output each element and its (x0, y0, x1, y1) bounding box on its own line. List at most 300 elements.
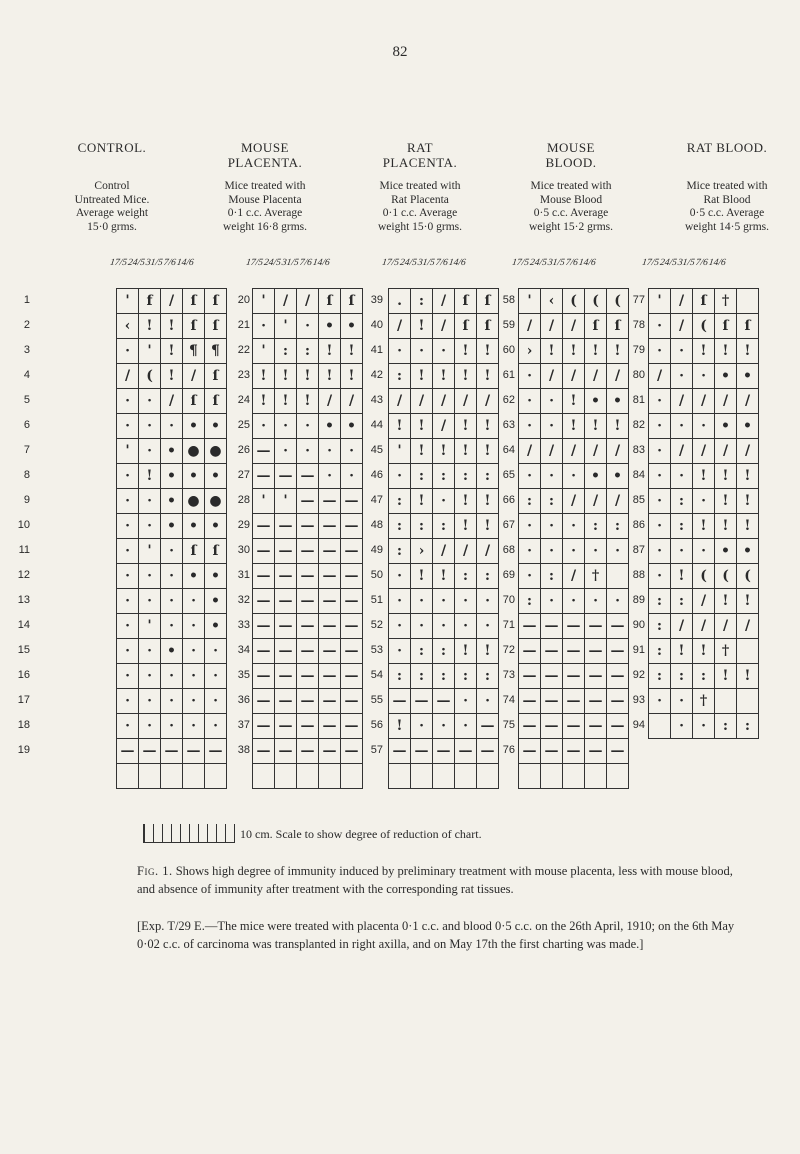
tumour-size-cell (411, 764, 433, 789)
tumour-size-cell: · (671, 539, 693, 564)
table-row (389, 664, 499, 689)
tumour-size-cell: : (275, 339, 297, 364)
tumour-size-cell: · (519, 564, 541, 589)
tumour-size-cell: / (389, 389, 411, 414)
tumour-size-cell: ! (433, 564, 455, 589)
tumour-size-cell: ſ (183, 314, 205, 339)
tumour-size-cell: · (139, 589, 161, 614)
tumour-size-cell: ' (139, 339, 161, 364)
table-row (253, 439, 363, 464)
tumour-size-cell: — (117, 739, 139, 764)
table-row (117, 589, 227, 614)
tumour-size-cell: · (183, 714, 205, 739)
scale-caption: 10 cm. Scale to show degree of reduction of chart. (240, 827, 482, 841)
table-row (519, 614, 629, 639)
column-title-line: PLACENTA. (227, 155, 303, 170)
tumour-size-cell: ſ (205, 389, 227, 414)
tumour-size-cell: ! (297, 364, 319, 389)
tumour-size-cell: · (139, 389, 161, 414)
table-row (389, 689, 499, 714)
tumour-size-cell: · (319, 439, 341, 464)
tumour-size-cell: : (389, 514, 411, 539)
tumour-size-cell: • (585, 464, 607, 489)
tumour-size-cell: · (541, 464, 563, 489)
tumour-size-cell: : (389, 664, 411, 689)
mouse-number: 40 (370, 319, 383, 331)
tumour-size-cell: : (585, 514, 607, 539)
tumour-size-cell: ! (389, 414, 411, 439)
tumour-size-cell: — (477, 739, 499, 764)
tumour-size-cell: · (183, 689, 205, 714)
tumour-size-cell: ! (737, 339, 759, 364)
mouse-number: 93 (632, 694, 645, 706)
tumour-size-cell: — (563, 664, 585, 689)
tumour-size-cell: / (671, 289, 693, 314)
table-row (117, 614, 227, 639)
table-row (649, 489, 759, 514)
tumour-size-cell (389, 764, 411, 789)
table-row (389, 514, 499, 539)
tumour-size-cell: — (319, 739, 341, 764)
mouse-number: 63 (502, 419, 515, 431)
table-row (117, 664, 227, 689)
column-description-line: Mice treated with (686, 180, 768, 192)
tumour-size-cell: · (671, 714, 693, 739)
chart-date: 7/6 (434, 258, 449, 268)
table-row (649, 414, 759, 439)
tumour-size-cell: — (275, 514, 297, 539)
tumour-size-cell: · (411, 339, 433, 364)
tumour-size-cell: · (117, 514, 139, 539)
tumour-size-cell: · (319, 464, 341, 489)
tumour-size-cell: — (341, 639, 363, 664)
page-number: 82 (392, 44, 408, 60)
tumour-size-cell: · (519, 464, 541, 489)
tumour-size-cell (519, 764, 541, 789)
tumour-size-cell: · (433, 614, 455, 639)
tumour-size-cell: : (649, 639, 671, 664)
tumour-size-cell: / (563, 439, 585, 464)
tumour-size-cell: ' (275, 314, 297, 339)
tumour-size-cell: • (183, 414, 205, 439)
tumour-size-cell: / (455, 539, 477, 564)
tumour-size-cell: / (671, 389, 693, 414)
mouse-number: 1 (23, 294, 30, 306)
tumour-size-cell: · (649, 314, 671, 339)
tumour-size-cell: / (433, 539, 455, 564)
tumour-size-cell (563, 764, 585, 789)
tumour-size-cell: — (433, 739, 455, 764)
tumour-size-cell: — (297, 664, 319, 689)
mouse-number: 80 (632, 369, 645, 381)
tumour-size-cell: — (275, 614, 297, 639)
mouse-number: 31 (237, 569, 250, 581)
chart-date-header (641, 258, 727, 268)
tumour-size-cell: ' (139, 614, 161, 639)
table-row (389, 714, 499, 739)
tumour-size-cell: · (253, 414, 275, 439)
column-heading (345, 140, 495, 234)
column-title (37, 140, 187, 155)
tumour-chart-table (648, 288, 759, 739)
tumour-size-cell: ● (183, 489, 205, 514)
tumour-size-cell: ! (693, 639, 715, 664)
mouse-number: 62 (502, 394, 515, 406)
mouse-number: 19 (17, 744, 30, 756)
table-row (519, 314, 629, 339)
tumour-size-cell: — (341, 564, 363, 589)
tumour-size-cell: • (183, 514, 205, 539)
tumour-size-cell: · (607, 589, 629, 614)
tumour-size-cell: · (161, 714, 183, 739)
tumour-size-cell (541, 764, 563, 789)
tumour-size-cell: — (477, 714, 499, 739)
tumour-size-cell: ſ (205, 364, 227, 389)
column-title-line: BLOOD. (545, 155, 597, 170)
tumour-size-cell (183, 764, 205, 789)
mouse-number: 65 (502, 469, 515, 481)
tumour-size-cell: · (649, 564, 671, 589)
tumour-size-cell: / (563, 314, 585, 339)
chart-date: 24/5 (659, 258, 678, 268)
tumour-chart-table (388, 288, 499, 789)
table-row (519, 589, 629, 614)
table-row (519, 514, 629, 539)
mouse-number: 7 (23, 444, 30, 456)
tumour-size-cell (433, 764, 455, 789)
tumour-size-cell: — (319, 639, 341, 664)
tumour-size-cell: / (433, 289, 455, 314)
mouse-number: 12 (17, 569, 30, 581)
tumour-size-cell: ! (477, 639, 499, 664)
tumour-size-cell: · (541, 389, 563, 414)
tumour-size-cell: ! (693, 339, 715, 364)
mouse-number: 23 (237, 369, 250, 381)
tumour-size-cell: ſ (693, 289, 715, 314)
tumour-size-cell: · (563, 464, 585, 489)
tumour-size-cell: — (319, 539, 341, 564)
tumour-size-cell (297, 764, 319, 789)
column-description (190, 180, 340, 234)
tumour-size-cell: ● (183, 439, 205, 464)
mouse-number: 24 (237, 394, 250, 406)
column-description (37, 180, 187, 234)
tumour-size-cell: — (341, 514, 363, 539)
tumour-size-cell: — (563, 739, 585, 764)
column-heading (652, 140, 800, 234)
table-row (519, 364, 629, 389)
tumour-size-cell: : (715, 714, 737, 739)
chart-date: 31/5 (417, 258, 436, 268)
tumour-size-cell: — (585, 714, 607, 739)
tumour-size-cell (477, 764, 499, 789)
tumour-size-cell: · (183, 664, 205, 689)
table-row (519, 489, 629, 514)
tumour-size-cell: · (341, 464, 363, 489)
tumour-size-cell: · (519, 389, 541, 414)
table-row (519, 764, 629, 789)
mouse-number: 76 (502, 744, 515, 756)
tumour-size-cell (737, 689, 759, 714)
tumour-size-cell: ‹ (117, 314, 139, 339)
tumour-size-cell: ! (389, 714, 411, 739)
tumour-size-cell: ( (693, 314, 715, 339)
tumour-size-cell: : (737, 714, 759, 739)
mouse-number: 94 (632, 719, 645, 731)
tumour-size-cell: — (585, 689, 607, 714)
table-row (649, 539, 759, 564)
tumour-size-cell: ! (297, 389, 319, 414)
tumour-size-cell: — (319, 564, 341, 589)
tumour-size-cell: ! (319, 339, 341, 364)
mouse-number: 30 (237, 544, 250, 556)
column-title (345, 140, 495, 170)
tumour-size-cell: • (205, 514, 227, 539)
mouse-number: 57 (370, 744, 383, 756)
column-title-line: MOUSE (546, 140, 595, 155)
table-row (649, 514, 759, 539)
tumour-size-cell: — (253, 714, 275, 739)
mouse-number: 73 (502, 669, 515, 681)
tumour-size-cell: — (253, 689, 275, 714)
tumour-size-cell: — (297, 464, 319, 489)
tumour-size-cell: · (389, 564, 411, 589)
column-description-line: Rat Blood (703, 193, 751, 206)
mouse-number: 21 (237, 319, 250, 331)
tumour-size-cell: — (253, 564, 275, 589)
tumour-size-cell: † (715, 289, 737, 314)
tumour-size-cell: ſ (607, 314, 629, 339)
table-row (253, 389, 363, 414)
table-row (253, 339, 363, 364)
table-row (649, 389, 759, 414)
tumour-size-cell: ! (139, 314, 161, 339)
mouse-number: 50 (370, 569, 383, 581)
tumour-size-cell: : (607, 514, 629, 539)
tumour-size-cell: — (607, 739, 629, 764)
tumour-size-cell: ( (563, 289, 585, 314)
table-row (117, 289, 227, 314)
figure-label: Fig. 1. (137, 864, 173, 878)
tumour-size-cell: ! (433, 439, 455, 464)
tumour-size-cell: · (671, 689, 693, 714)
table-row (389, 439, 499, 464)
tumour-size-cell: ! (477, 339, 499, 364)
column-description-line: weight 15·0 grms. (377, 220, 462, 233)
table-row (519, 414, 629, 439)
table-row (389, 564, 499, 589)
tumour-size-cell: — (319, 689, 341, 714)
tumour-size-cell: ſ (183, 539, 205, 564)
table-row (389, 589, 499, 614)
mouse-number: 26 (237, 444, 250, 456)
table-row (117, 714, 227, 739)
mouse-number: 29 (237, 519, 250, 531)
tumour-size-cell: · (139, 564, 161, 589)
tumour-size-cell: : (389, 539, 411, 564)
tumour-size-cell: — (607, 664, 629, 689)
tumour-size-cell: / (671, 314, 693, 339)
tumour-size-cell: • (205, 564, 227, 589)
tumour-size-cell: · (585, 539, 607, 564)
tumour-size-cell: ! (715, 589, 737, 614)
mouse-number: 25 (237, 419, 250, 431)
tumour-size-cell: • (607, 389, 629, 414)
tumour-size-cell: • (161, 439, 183, 464)
tumour-size-cell: / (563, 364, 585, 389)
mouse-number: 53 (370, 644, 383, 656)
table-row (253, 314, 363, 339)
tumour-size-cell: · (161, 414, 183, 439)
tumour-size-cell: • (319, 414, 341, 439)
tumour-size-cell: — (341, 664, 363, 689)
table-row (117, 514, 227, 539)
tumour-size-cell (649, 714, 671, 739)
table-row (117, 414, 227, 439)
table-row (389, 339, 499, 364)
tumour-size-cell: — (341, 589, 363, 614)
tumour-size-cell: — (411, 739, 433, 764)
tumour-size-cell: — (563, 639, 585, 664)
tumour-size-cell: · (139, 414, 161, 439)
tumour-size-cell: ! (715, 664, 737, 689)
tumour-size-cell: · (693, 414, 715, 439)
column-title-line: RAT BLOOD. (686, 140, 768, 155)
tumour-size-cell: ! (433, 364, 455, 389)
tumour-size-cell: ! (411, 439, 433, 464)
tumour-size-cell: · (117, 339, 139, 364)
tumour-size-cell: ſ (205, 539, 227, 564)
figure-caption-text: Shows high degree of immunity induced by preliminary treatment with mouse placenta, less with mouse blood, and absence of immunity after treatment with the corresponding rat tissues. (137, 864, 733, 896)
tumour-size-cell: — (275, 664, 297, 689)
table-row (649, 689, 759, 714)
tumour-size-cell: — (297, 739, 319, 764)
tumour-size-cell: · (563, 514, 585, 539)
tumour-size-cell: : (455, 464, 477, 489)
tumour-size-cell: ( (715, 564, 737, 589)
mouse-number: 92 (632, 669, 645, 681)
table-row (649, 439, 759, 464)
mouse-number: 85 (632, 494, 645, 506)
tumour-size-cell: — (319, 614, 341, 639)
tumour-size-cell: — (297, 614, 319, 639)
tumour-size-cell: · (117, 714, 139, 739)
tumour-size-cell: — (541, 614, 563, 639)
mouse-number: 69 (502, 569, 515, 581)
table-row (253, 714, 363, 739)
column-description (652, 180, 800, 234)
column-description-line: weight 15·2 grms. (528, 220, 613, 233)
mouse-number: 38 (237, 744, 250, 756)
tumour-size-cell: — (275, 564, 297, 589)
tumour-size-cell: · (649, 439, 671, 464)
tumour-size-cell: / (671, 439, 693, 464)
tumour-size-cell: · (297, 439, 319, 464)
table-row (519, 739, 629, 764)
tumour-size-cell: ‹ (541, 289, 563, 314)
tumour-size-cell: ! (737, 464, 759, 489)
tumour-size-cell: / (563, 564, 585, 589)
tumour-size-cell: / (455, 389, 477, 414)
tumour-size-cell: — (253, 614, 275, 639)
tumour-size-cell: ! (455, 639, 477, 664)
tumour-size-cell: ſ (183, 389, 205, 414)
tumour-size-cell: ' (649, 289, 671, 314)
tumour-size-cell: ! (455, 339, 477, 364)
mouse-number: 13 (17, 594, 30, 606)
table-row (519, 564, 629, 589)
tumour-size-cell: · (117, 689, 139, 714)
mouse-number: 2 (23, 319, 30, 331)
table-row (519, 339, 629, 364)
chart-date-header (381, 258, 467, 268)
mouse-number: 46 (370, 469, 383, 481)
tumour-size-cell: — (253, 664, 275, 689)
experiment-note: [Exp. T/29 E.—The mice were treated with placenta 0·1 c.c. and blood 0·5 c.c. on the 26th April, 1910; on the 6th May 0·02 c.c. of carcinoma was transplanted in right axilla, and on May 17th the first charting was made.] (137, 919, 735, 951)
tumour-size-cell: : (541, 564, 563, 589)
mouse-number: 64 (502, 444, 515, 456)
table-row (117, 339, 227, 364)
tumour-size-cell: / (411, 389, 433, 414)
tumour-size-cell: · (117, 389, 139, 414)
tumour-size-cell (161, 764, 183, 789)
tumour-size-cell: ! (715, 489, 737, 514)
tumour-size-cell: ! (411, 489, 433, 514)
mouse-number: 71 (502, 619, 515, 631)
tumour-size-cell: — (541, 739, 563, 764)
tumour-size-cell: · (411, 614, 433, 639)
chart-date: 17/5 (245, 258, 264, 268)
column-description-line: Rat Placenta (391, 193, 449, 206)
tumour-size-cell: / (183, 364, 205, 389)
tumour-size-cell: ſ (585, 314, 607, 339)
chart-date: 14/6 (578, 258, 597, 268)
tumour-size-cell: — (519, 689, 541, 714)
tumour-size-cell: — (183, 739, 205, 764)
tumour-size-cell: · (161, 614, 183, 639)
tumour-size-cell: ! (607, 414, 629, 439)
table-row (649, 289, 759, 314)
tumour-size-cell: · (117, 639, 139, 664)
mouse-number: 84 (632, 469, 645, 481)
tumour-size-cell: ſ (205, 314, 227, 339)
tumour-size-cell: · (585, 589, 607, 614)
tumour-size-cell: ! (455, 489, 477, 514)
tumour-size-cell: — (297, 714, 319, 739)
tumour-size-cell: / (715, 439, 737, 464)
column-heading (496, 140, 646, 234)
tumour-size-cell: › (411, 539, 433, 564)
mouse-number: 20 (237, 294, 250, 306)
table-row (649, 614, 759, 639)
tumour-size-cell: · (455, 689, 477, 714)
tumour-size-cell: · (275, 414, 297, 439)
chart-date: 31/5 (281, 258, 300, 268)
tumour-size-cell: — (607, 639, 629, 664)
table-row (519, 289, 629, 314)
table-row (389, 489, 499, 514)
tumour-size-cell: · (161, 539, 183, 564)
tumour-size-cell: · (161, 664, 183, 689)
tumour-size-cell: — (253, 439, 275, 464)
mouse-number: 87 (632, 544, 645, 556)
tumour-size-cell: • (737, 414, 759, 439)
tumour-size-cell: ' (519, 289, 541, 314)
tumour-size-cell: ● (205, 439, 227, 464)
table-row (649, 664, 759, 689)
tumour-size-cell: / (693, 589, 715, 614)
tumour-size-cell: · (205, 639, 227, 664)
